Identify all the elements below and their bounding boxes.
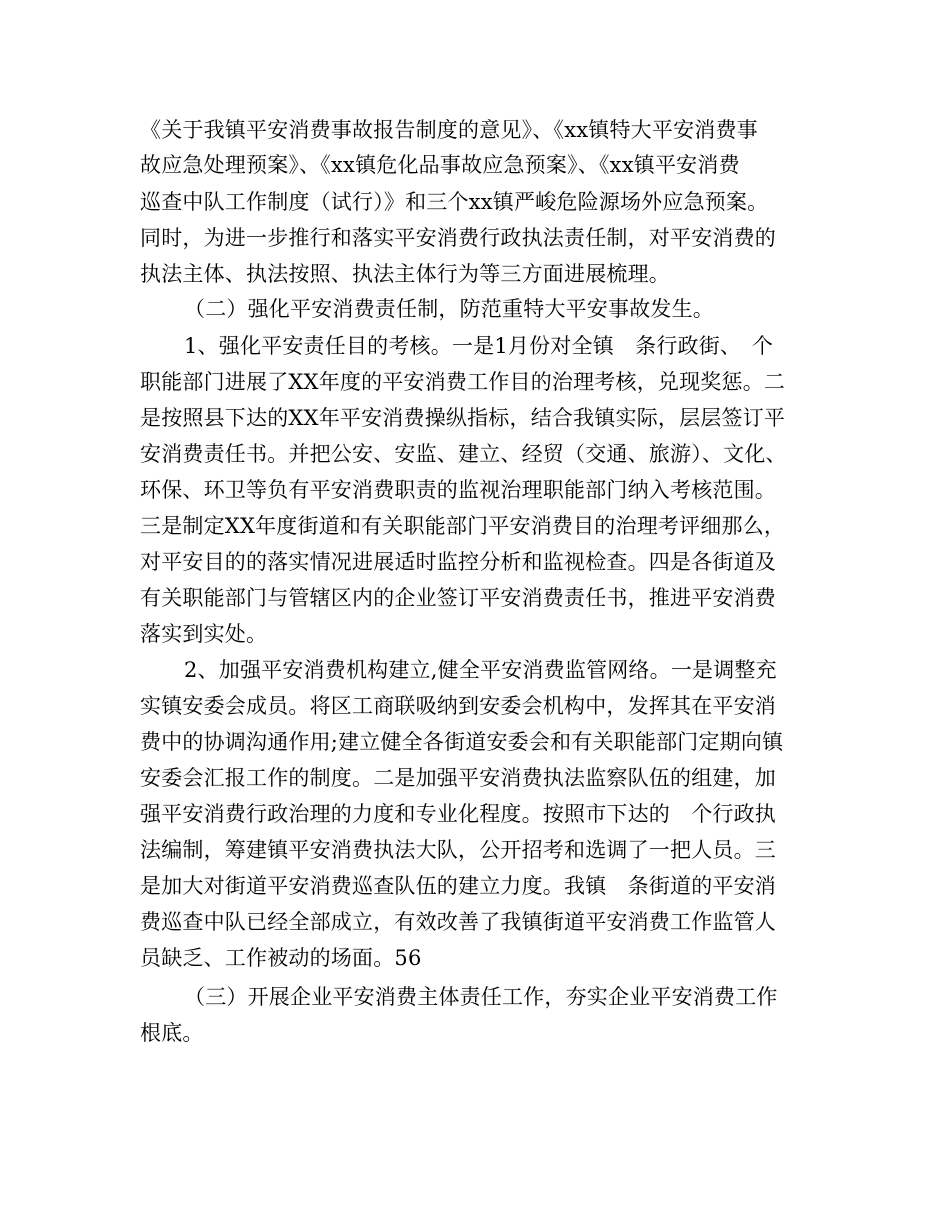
text-line: 是加大对街道平安消费巡查队伍的建立力度。我镇 条街道的平安消 [140,874,776,898]
paragraph-start: 2、加强平安消费机构建立,健全平安消费监管网络。一是调整充 [184,658,777,682]
paragraph-start: 1、强化平安责任目的考核。一是1月份对全镇 条行政街、 个 [184,334,774,358]
text-line: 安委会汇报工作的制度。二是加强平安消费执法监察队伍的组建，加 [140,766,776,790]
text-line: 安消费责任书。并把公安、安监、建立、经贸（交通、旅游）、文化、 [140,442,787,466]
text-line: 执法主体、执法按照、执法主体行为等三方面进展梳理。 [140,262,670,286]
text-line: 落实到实处。 [140,622,268,646]
text-line: 《关于我镇平安消费事故报告制度的意见》、《xx镇特大平安消费事 [140,118,758,142]
text-line: 有关职能部门与管辖区内的企业签订平安消费责任书，推进平安消费 [140,586,776,610]
text-line: 同时，为进一步推行和落实平安消费行政执法责任制，对平安消费的 [140,226,776,250]
text-line: 巡查中队工作制度（试行）》和三个xx镇严峻危险源场外应急预案。 [140,190,769,214]
text-line: 费巡查中队已经全部成立，有效改善了我镇街道平安消费工作监管人 [140,910,776,934]
text-line: 对平安目的的落实情况进展适时监控分析和监视检查。四是各街道及 [140,550,776,574]
text-line: 职能部门进展了XX年度的平安消费工作目的治理考核，兑现奖惩。二 [140,370,786,394]
section-heading: （二）强化平安消费责任制，防范重特大平安事故发生。 [184,297,714,321]
section-heading: （三）开展企业平安消费主体责任工作，夯实企业平安消费工作 [184,985,778,1009]
text-line: 费中的协调沟通作用;建立健全各街道安委会和有关职能部门定期向镇 [140,730,784,754]
text-line: 强平安消费行政治理的力度和专业化程度。按照市下达的 个行政执 [140,802,776,826]
text-line: 法编制，筹建镇平安消费执法大队，公开招考和选调了一把人员。三 [140,838,776,862]
text-line: 故应急处理预案》、《xx镇危化品事故应急预案》、《xx镇平安消费 [140,153,740,177]
text-line: 实镇安委会成员。将区工商联吸纳到安委会机构中，发挥其在平安消 [140,694,776,718]
text-line: 三是制定XX年度街道和有关职能部门平安消费目的治理考评细那么， [140,514,786,538]
text-line: 员缺乏、工作被动的场面。56 [140,946,422,970]
text-line: 环保、环卫等负有平安消费职责的监视治理职能部门纳入考核范围。 [140,478,776,502]
text-line: 根底。 [140,1021,204,1045]
text-line: 是按照县下达的XX年平安消费操纵指标，结合我镇实际，层层签订平 [140,406,786,430]
